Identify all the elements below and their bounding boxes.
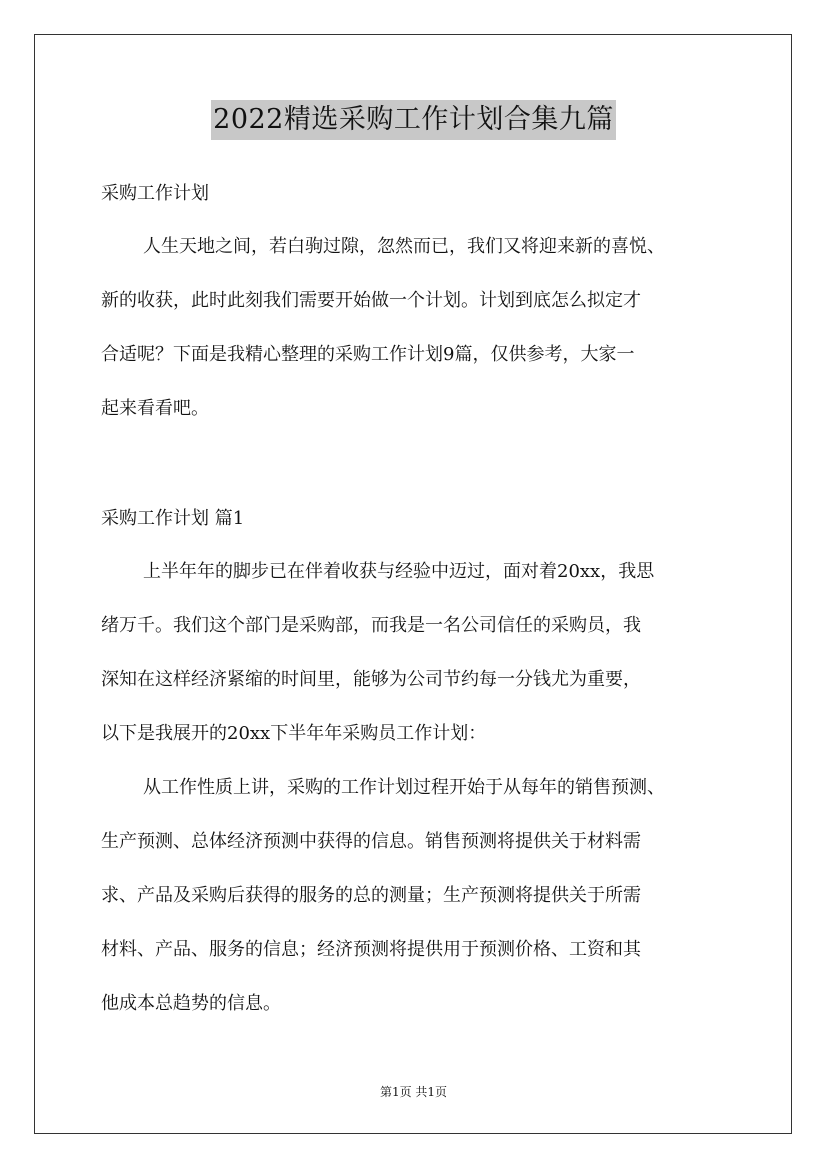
paragraph-line: 以下是我展开的20xx下半年年采购员工作计划：: [101, 723, 487, 744]
paragraph-line: 绪万千。我们这个部门是采购部，而我是一名公司信任的采购员，我: [101, 615, 641, 636]
paragraph-line: 从工作性质上讲，采购的工作计划过程开始于从每年的销售预测、: [143, 777, 665, 798]
paragraph-line: 新的收获，此时此刻我们需要开始做一个计划。计划到底怎么拟定才: [101, 290, 641, 311]
section-heading: 采购工作计划: [101, 183, 209, 204]
document-title: 2022精选采购工作计划合集九篇: [211, 100, 616, 140]
paragraph-line: 生产预测、总体经济预测中获得的信息。销售预测将提供关于材料需: [101, 831, 641, 852]
paragraph-line: 材料、产品、服务的信息；经济预测将提供用于预测价格、工资和其: [101, 939, 641, 960]
paragraph-line: 合适呢？下面是我精心整理的采购工作计划9篇，仅供参考，大家一: [101, 344, 635, 365]
paragraph-one: [101, 545, 741, 761]
paragraph-line: 他成本总趋势的信息。: [101, 993, 281, 1014]
paragraph-two: [101, 761, 741, 1031]
paragraph-line: 起来看看吧。: [101, 398, 209, 419]
intro-paragraph: [101, 220, 741, 436]
paragraph-line: 上半年年的脚步已在伴着收获与经验中迈过，面对着20xx，我思: [143, 561, 655, 582]
paragraph-line: 求、产品及采购后获得的服务的总的测量；生产预测将提供关于所需: [101, 885, 641, 906]
paragraph-line: 人生天地之间，若白驹过隙，忽然而已，我们又将迎来新的喜悦、: [143, 236, 665, 257]
article-heading: 采购工作计划 篇1: [101, 508, 245, 529]
paragraph-line: 深知在这样经济紧缩的时间里，能够为公司节约每一分钱尤为重要，: [101, 669, 641, 690]
page-footer: 第1页 共1页: [379, 1085, 448, 1099]
title-container: [0, 100, 827, 140]
